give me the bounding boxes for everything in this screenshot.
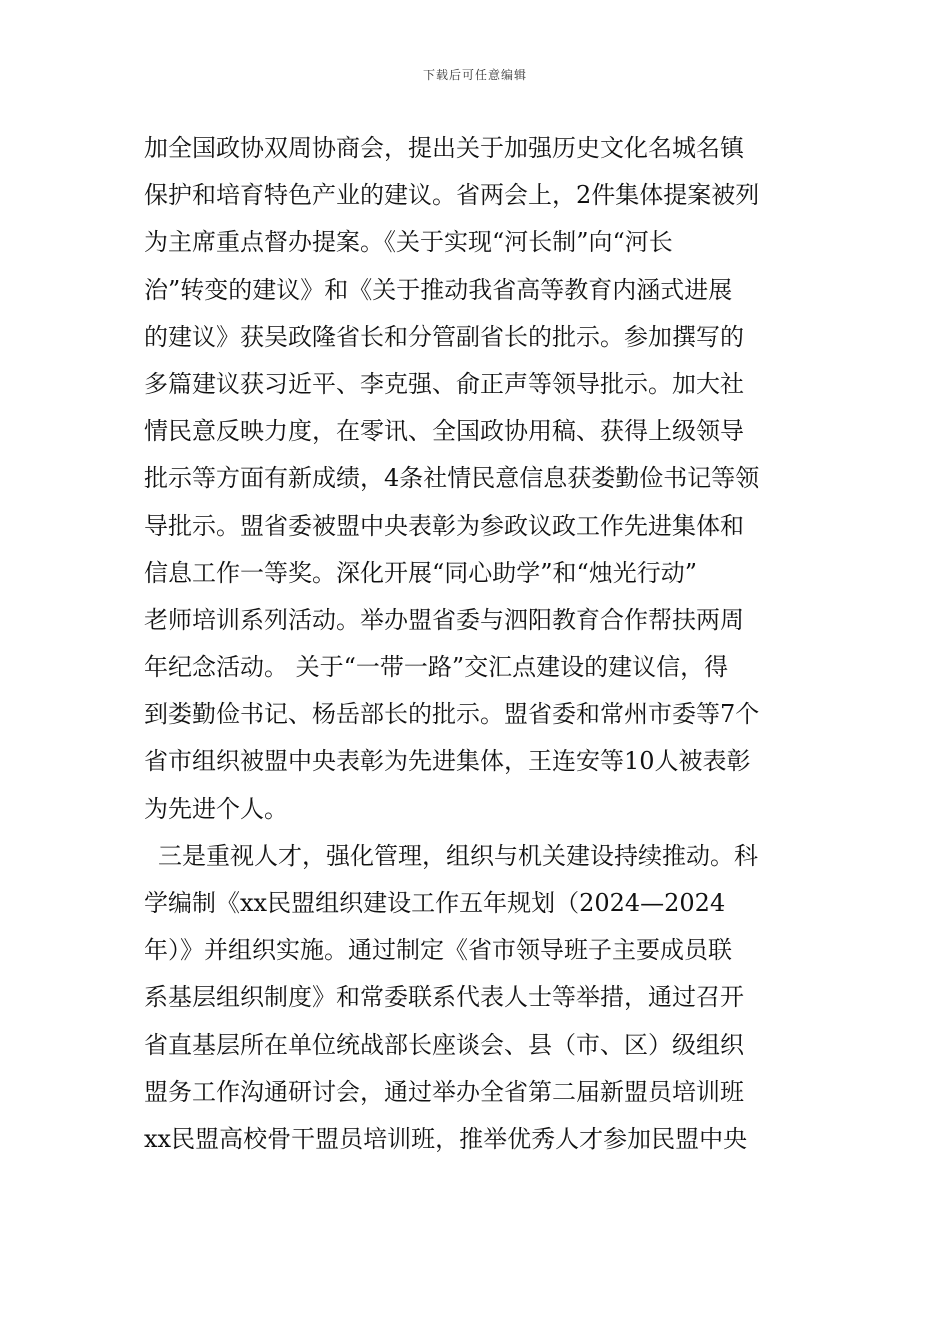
text-line: 的建议》获吴政隆省长和分管副省长的批示。参加撰写的 [144,322,744,351]
text-line: 到娄勤俭书记、杨岳部长的批示。盟省委和常州市委等7个 [144,700,760,729]
text-line: 多篇建议获习近平、李克强、俞正声等领导批示。加大社 [144,369,744,398]
text-line: 老师培训系列活动。举办盟省委与泗阳教育合作帮扶两周 [144,605,744,634]
paragraph-start-line: 三是重视人才，强化管理，组织与机关建设持续推动。科 [158,841,758,870]
text-line: 为先进个人。 [144,794,288,823]
text-line: 情民意反映力度，在零讯、全国政协用稿、获得上级领导 [144,417,744,446]
text-line: 系基层组织制度》和常委联系代表人士等举措，通过召开 [144,983,744,1012]
text-line: 为主席重点督办提案。《关于实现“河长制”向“河长 [144,228,673,257]
text-line: 导批示。盟省委被盟中央表彰为参政议政工作先进集体和 [144,511,744,540]
text-line: 保护和培育特色产业的建议。省两会上，2件集体提案被列 [144,181,760,210]
text-line: 省直基层所在单位统战部长座谈会、县（市、区）级组织 [144,1030,744,1059]
text-line: 省市组织被盟中央表彰为先进集体，王连安等10人被表彰 [144,747,751,776]
text-line: 批示等方面有新成绩，4条社情民意信息获娄勤俭书记等领 [144,464,760,493]
body-text [144,125,808,1163]
text-line: 学编制《xx民盟组织建设工作五年规划（2024—2024 [144,889,726,917]
text-line: 治”转变的建议》和《关于推动我省高等教育内涵式进展 [144,275,733,304]
text-line: 年纪念活动。 关于“一带一路”交汇点建设的建议信，得 [144,653,729,682]
text-line: 盟务工作沟通研讨会，通过举办全省第二届新盟员培训班 [144,1077,744,1106]
header-note: 下载后可任意编辑 [422,68,527,82]
text-line: 加全国政协双周协商会，提出关于加强历史文化名城名镇 [144,134,744,162]
text-line: 信息工作一等奖。深化开展“同心助学”和“烛光行动” [144,558,698,587]
text-line: 年）》并组织实施。通过制定《省市领导班子主要成员联 [144,936,732,965]
text-line: xx民盟高校骨干盟员培训班，推举优秀人才参加民盟中央 [144,1124,748,1153]
